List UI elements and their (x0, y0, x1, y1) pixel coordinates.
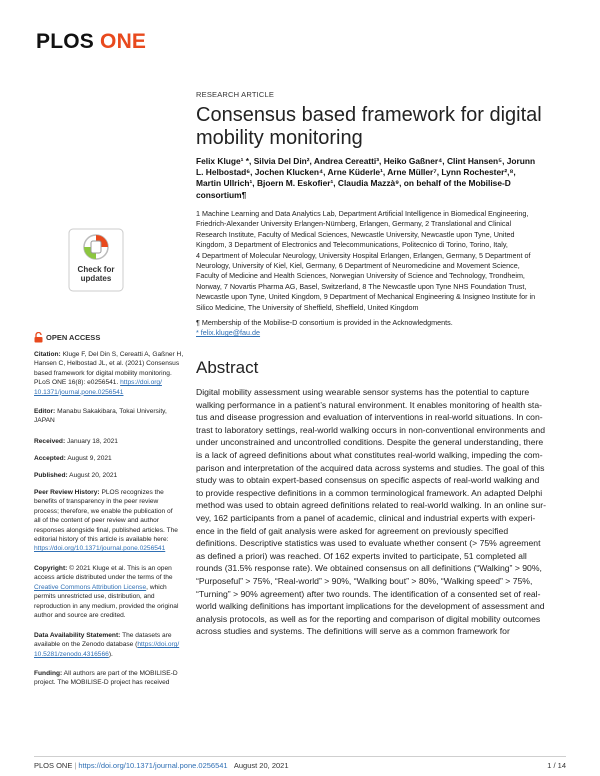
editor-label: Editor: (34, 408, 56, 415)
data-availability-label: Data Availability Statement: (34, 632, 121, 639)
copyright-text: permits unrestricted use, distribution, and (34, 593, 155, 601)
abstract-line: vey, 162 participants from a panel of academic, clinical and industrial experts with experi- (196, 512, 536, 523)
published-label: Published: (34, 472, 68, 479)
citation-block (34, 350, 184, 397)
editor-text: JAPAN (34, 417, 55, 425)
affiliation-line: 1 Machine Learning and Data Analytics Lab, Department Artificial Intelligence in Biomedical Engineering, (196, 209, 529, 218)
received-block (34, 437, 184, 446)
peer-review-link[interactable]: https://doi.org/10.1371/journal.pone.0256541 (34, 545, 166, 553)
data-doi-link[interactable]: https://doi.org/ (137, 641, 180, 649)
badge-line2: updates (80, 274, 112, 283)
open-access-label: OPEN ACCESS (46, 333, 101, 342)
copyright-label: Copyright: (34, 565, 68, 572)
copyright-text: , which (146, 583, 167, 591)
funding-block (34, 669, 184, 688)
page-footer: PLOS ONE | https://doi.org/10.1371/journal.pone.0256541 August 20, 2021 1 / 14 (34, 761, 566, 770)
citation-doi-link-cont[interactable]: 10.1371/journal.pone.0256541 (34, 388, 124, 396)
funding-text: project. The MOBILISE-D project has received (34, 679, 170, 687)
affiliation-line: Silico Medicine, The University of Sheffield, Sheffield, United Kingdom (196, 302, 419, 312)
author-line: consortium¶ (196, 189, 247, 200)
data-availability-block (34, 631, 184, 659)
author-notes (196, 318, 574, 339)
abstract-line: tus and disease progression and evaluation of interventions in real-world situations. In con- (196, 412, 543, 423)
abstract-line: definitions. Descriptive statistics was used to evaluate whether consent (> 75% agreement (196, 538, 541, 549)
author-line: Felix Kluge¹ *, Silvia Del Din², Andrea Cereatti³, Heiko Gaßner⁴, Clint Hansen⁵, Jorunn (196, 156, 536, 166)
data-availability-text: The datasets are (120, 632, 172, 639)
journal-logo (36, 30, 146, 54)
citation-text: Hansen C, Helbostad JL, et al. (2021) Consensus (34, 360, 180, 368)
affiliation-line: Research Institute, Faculty of Medical Sciences, Newcastle University, Newcastle upon Tyne, United (196, 229, 515, 239)
abstract-line: world walking definitions has important implications for the development of assessment and (196, 601, 545, 612)
abstract-line: study was to obtain expert-based consensus on specific aspects of real-world walking and (196, 475, 540, 486)
affiliation-line: Kingdom, 3 Department of Electronics and Telecommunications, Politecnico di Torino, Torino, Italy, (196, 240, 508, 250)
abstract-line: to provide respective definitions in a common terminological framework. An adapted Delphi (196, 487, 543, 498)
affiliation-line: 4 Department of Molecular Neurology, University Hospital Erlangen, Erlangen, Germany, 5 Department of (196, 250, 531, 260)
badge-line1: Check for (77, 265, 115, 274)
received-label: Received: (34, 438, 66, 445)
peer-review-text: responses alongside final, published articles. The (34, 526, 178, 534)
editor-text: Manabu Sakakibara, Tokai University, (55, 408, 167, 415)
page-number: 1 / 14 (547, 761, 566, 770)
corresponding-email-link[interactable]: * felix.kluge@fau.de (196, 328, 261, 338)
open-access (34, 332, 100, 343)
copyright-block (34, 564, 184, 620)
abstract-line: “Purposeful” > 75%, “Real-world” > 90%, “Walking bout” > 80%, “Walking speed” > 75%, (196, 575, 533, 586)
author-list (196, 156, 571, 201)
received-value: January 18, 2021 (65, 438, 118, 445)
data-availability-text: ). (108, 650, 113, 658)
logo-plos: PLOS (36, 30, 94, 53)
peer-review-text: editorial history of this article is available here: (34, 536, 169, 544)
abstract-line: under unconstrained and uncontrolled conditions. Despite the general understanding, there (196, 437, 544, 448)
accepted-block (34, 454, 184, 463)
abstract-line: as defined a priori) was reached. Of 162 experts invited to participate, 51 completed all (196, 550, 527, 561)
published-block (34, 471, 184, 480)
peer-review-text: benefits of transparency in the peer review (34, 498, 159, 506)
funding-text: All authors are part of the MOBILISE-D (62, 670, 178, 677)
funding-label: Funding: (34, 670, 63, 677)
data-availability-text: available on the Zenodo database ( (34, 641, 138, 649)
copyright-text: author and source are credited. (34, 612, 126, 620)
footer-divider (34, 756, 566, 757)
abstract-line: “Turning” > 90% agreement) after two rounds. The identification of a consented set of real- (196, 588, 541, 599)
footer-journal: PLOS ONE (34, 761, 73, 770)
footer-doi-link[interactable]: https://doi.org/10.1371/journal.pone.0256541 (78, 761, 228, 770)
citation-doi-link[interactable]: https://doi.org/ (120, 379, 162, 387)
peer-review-text: all of the content of peer review and author (34, 517, 159, 525)
author-line: Martin Ullrich¹, Bjoern M. Eskofier¹, Claudia Mazzà⁹, on behalf of the Mobilise-D (196, 178, 511, 189)
editor-block (34, 407, 184, 426)
abstract-line: parison and interpretation of the acquired data across systems and studies. The goal of this (196, 462, 545, 473)
abstract-line: is a lack of agreed definitions about what constitutes real-world walking, impeding the com- (196, 449, 543, 460)
abstract-line: rounds (31.5% response rate). We obtained consensus on all definitions (“Walking” > 90%, (196, 563, 542, 574)
crossmark-icon (68, 228, 124, 292)
article-title: Consensus based framework for digital mobility monitoring (196, 104, 542, 149)
abstract-heading: Abstract (196, 358, 259, 377)
citation-text: based framework for digital mobility monitoring. (34, 369, 172, 377)
peer-review-label: Peer Review History: (34, 489, 100, 496)
peer-review-text: PLOS recognizes the (99, 489, 164, 496)
citation-label: Citation: (34, 351, 61, 358)
copyright-text: reproduction in any medium, provided the original (34, 602, 179, 610)
abstract-line: across studies and systems. The definitions will serve as a common framework for (196, 626, 510, 637)
affiliation-line: Friedrich-Alexander University Erlangen-Nürnberg, Erlangen, Germany, 2 Translational and Clinical (196, 219, 512, 229)
affiliation-line: Faculty of Medicine and Health Sciences, Norwegian University of Science and Technology, Trondheim, (196, 271, 525, 281)
citation-text: Kluge F, Del Din S, Cereatti A, Gaßner H, (60, 351, 184, 358)
abstract-line: Digital mobility assessment using wearable sensor systems has the potential to capture (196, 387, 530, 397)
accepted-label: Accepted: (34, 455, 66, 462)
membership-note: ¶ Membership of the Mobilise-D consortium is provided in the Acknowledgments. (196, 318, 453, 327)
copyright-text: access article distributed under the terms of the (34, 574, 173, 582)
abstract-line: ence in the field of gait analysis were asked for agreement on previously specified (196, 525, 509, 536)
citation-text: PLoS ONE 16(8): e0256541. (34, 379, 121, 387)
affiliation-line: Norway, 7 Novartis Pharma AG, Basel, Switzerland, 8 The Newcastle upon Tyne NHS Foundation Trust, (196, 281, 527, 291)
author-line: L. Helbostad⁶, Jochen Klucken⁴, Arne Küderle¹, Arne Müller⁷, Lynn Rochester²,⁸, (196, 167, 516, 178)
affiliation-line: Newcastle upon Tyne, United Kingdom, 9 Department of Mechanical Engineering & Insigneo Institute for in (196, 292, 536, 302)
open-lock-icon (34, 332, 43, 343)
check-for-updates-badge[interactable] (68, 228, 124, 292)
affiliation-line: Neurology, University of Kiel, Kiel, Germany, 6 Department of Neuromedicine and Movement Science, (196, 261, 520, 271)
copyright-text: © 2021 Kluge et al. This is an open (67, 565, 172, 572)
article-type: RESEARCH ARTICLE (196, 90, 275, 99)
published-value: August 20, 2021 (67, 472, 118, 479)
abstract-line: analysis protocols, as well as for the reporting and comparison of digital mobility outcomes (196, 613, 541, 624)
abstract-line: method was used to obtain agreed definitions related to real-world walking. In an online sur- (196, 500, 546, 511)
accepted-value: August 9, 2021 (65, 455, 112, 462)
abstract-body (196, 386, 574, 638)
abstract-line: trast to laboratory settings, real-world walking occurs in non-conventional environments and (196, 424, 546, 435)
abstract-line: walking performance in a patient’s natural environment. It enables monitoring of health sta- (196, 399, 542, 410)
footer-date: August 20, 2021 (233, 761, 289, 770)
affiliations (196, 209, 574, 313)
peer-review-block (34, 488, 184, 554)
logo-one: ONE (100, 30, 147, 53)
data-doi-link-cont[interactable]: 10.5281/zenodo.4316566 (34, 650, 109, 658)
peer-review-text: process; therefore, we enable the publication of (34, 507, 173, 515)
license-link[interactable]: Creative Commons Attribution License (34, 583, 147, 591)
